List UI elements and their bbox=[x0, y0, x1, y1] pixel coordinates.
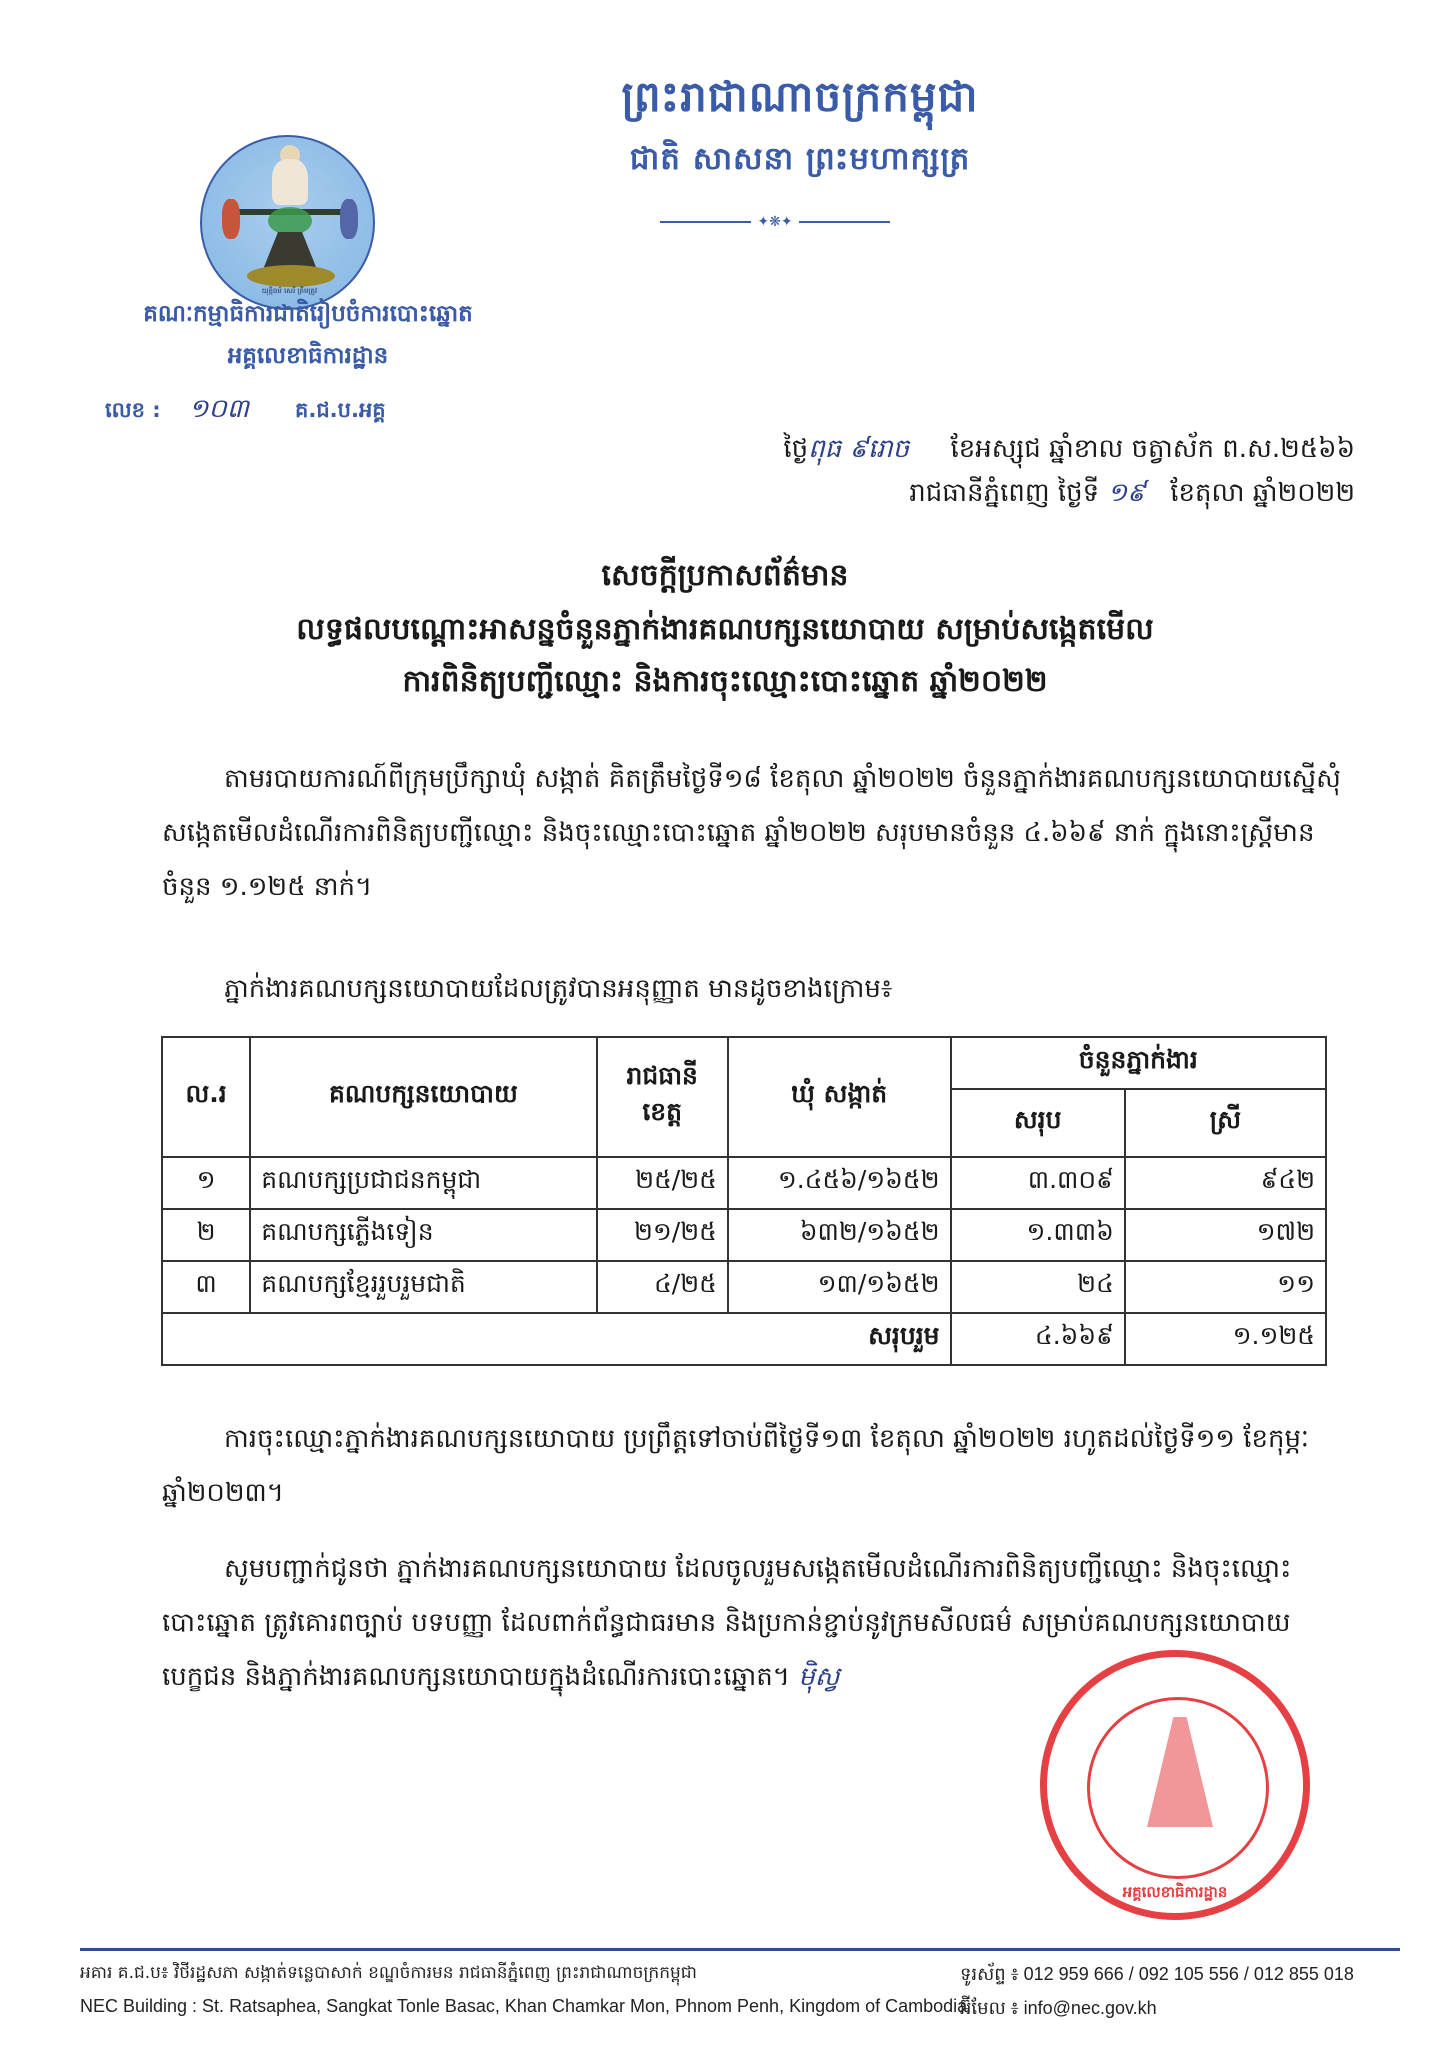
agents-table bbox=[161, 1036, 1327, 1366]
cell-no: ៣ bbox=[162, 1261, 250, 1313]
logo-turtle bbox=[247, 265, 335, 287]
footer-address-kh: អគារ គ.ជ.ប៖ វិថីរដ្ឋសភា សង្កាត់ទន្លេបាសាក់ ខណ្ឌចំការមន រាជធានីភ្នំពេញ ព្រះរាជាណាចក្រកម្ពុជា bbox=[80, 1963, 697, 1983]
cell-commune: ៦៣២/១៦៥២ bbox=[728, 1209, 951, 1261]
ref-label: លេខ : bbox=[105, 398, 161, 422]
document-subtitle-1: លទ្ធផលបណ្តោះអាសន្នចំនួនភ្នាក់ងារគណបក្សនយោបាយ សម្រាប់សង្កេតមើល bbox=[296, 612, 1154, 647]
table-row bbox=[162, 1209, 1326, 1261]
table-row bbox=[162, 1157, 1326, 1209]
cell-commune: ១៣/១៦៥២ bbox=[728, 1261, 951, 1313]
solar-day-handwritten: ១៩ bbox=[1107, 478, 1146, 508]
cell-party: គណបក្សភ្លើងទៀន bbox=[250, 1209, 596, 1261]
logo-ring-text: យុត្តិធម៌ សេរី ត្រឹមត្រូវ bbox=[261, 287, 318, 295]
cell-female: ១១ bbox=[1125, 1261, 1326, 1313]
solar-date bbox=[555, 476, 1355, 514]
header-capital-province: រាជធានី ខេត្ត bbox=[597, 1037, 728, 1157]
footer-phone bbox=[960, 1962, 1354, 1989]
ref-number: ១០៣ bbox=[188, 394, 250, 424]
ornament-icon: ✦❋✦ bbox=[757, 214, 793, 230]
footer-address-en: NEC Building : St. Ratsaphea, Sangkat Tonle Basac, Khan Chamkar Mon, Phnom Penh, Kingdom of Cambodia bbox=[80, 1996, 968, 2016]
reference-number-row bbox=[105, 392, 386, 430]
email-label: អ៊ីមែល ៖ bbox=[960, 1998, 1019, 2018]
table-row bbox=[162, 1261, 1326, 1313]
cell-female: ១៧២ bbox=[1125, 1209, 1326, 1261]
ornament-divider bbox=[660, 215, 890, 229]
cell-no: ២ bbox=[162, 1209, 250, 1261]
cell-capital: ២១/២៥ bbox=[597, 1209, 728, 1261]
header-agents: ចំនួនភ្នាក់ងារ bbox=[951, 1037, 1326, 1089]
header-no: ល.រ bbox=[162, 1037, 250, 1157]
solar-prefix: រាជធានីភ្នំពេញ ថ្ងៃទី bbox=[909, 478, 1100, 508]
footer-email bbox=[960, 1996, 1157, 2023]
org-name: គណៈកម្មាធិការជាតិរៀបចំការបោះឆ្នោត bbox=[143, 301, 473, 327]
ornament-line-left bbox=[660, 221, 751, 223]
logo-figure-left bbox=[222, 199, 240, 239]
cell-commune: ១.៤៥៦/១៦៥២ bbox=[728, 1157, 951, 1209]
header-female: ស្រី bbox=[1125, 1089, 1326, 1157]
cell-total: ៣.៣០៩ bbox=[951, 1157, 1125, 1209]
solar-rest: ខែតុលា ឆ្នាំ២០២២ bbox=[1170, 478, 1355, 508]
nec-logo bbox=[200, 135, 375, 310]
cell-total: ២៤ bbox=[951, 1261, 1125, 1313]
footer-divider bbox=[80, 1948, 1400, 1951]
cell-female: ៩៤២ bbox=[1125, 1157, 1326, 1209]
ref-suffix: គ.ជ.ប.អគ្គ bbox=[295, 398, 386, 422]
national-motto: ជាតិ សាសនា ព្រះមហាក្សត្រ bbox=[629, 141, 971, 177]
kingdom-title: ព្រះរាជាណាចក្រកម្ពុជា bbox=[621, 72, 979, 121]
cell-capital: ២៥/២៥ bbox=[597, 1157, 728, 1209]
lunar-rest: ខែអស្សុជ ឆ្នាំខាល ចត្វាស័ក ព.ស.២៥៦៦ bbox=[950, 434, 1355, 464]
logo-cloth bbox=[268, 207, 312, 235]
table-total-row bbox=[162, 1313, 1326, 1365]
header-total: សរុប bbox=[951, 1089, 1125, 1157]
logo-figure-right bbox=[340, 199, 358, 239]
stamp-ring-text: អគ្គលេខាធិការដ្ឋាន bbox=[1122, 1883, 1228, 1901]
ornament-line-right bbox=[799, 221, 890, 223]
document-title: សេចក្តីប្រកាសព័ត៌មាន bbox=[601, 558, 849, 593]
lunar-date bbox=[555, 432, 1355, 470]
cell-sum-total: ៤.៦៦៩ bbox=[951, 1313, 1125, 1365]
compliance-text: សូមបញ្ជាក់ជូនថា ភ្នាក់ងារគណបក្សនយោបាយ ដែលចូលរួមសង្កេតមើលដំណើរការពិនិត្យបញ្ជីឈ្មោះ និងចុះឈ្មោះបោះឆ្នោត ត្រូវគោរពច្បាប់ បទបញ្ញា ដែលពាក់ព័ន្ធជាធរមាន និងប្រកាន់ខ្ជាប់នូវក្រមសីលធម៌ សម្រាប់គណបក្សនយោបាយ បេក្ខជន និងភ្នាក់ងារគណបក្សនយោបាយក្នុងដំណើរការបោះឆ្នោត។ bbox=[162, 1554, 1292, 1692]
header-commune: ឃុំ សង្កាត់ bbox=[728, 1037, 951, 1157]
email-address[interactable]: info@nec.gov.kh bbox=[1023, 1998, 1157, 2018]
header-party: គណបក្សនយោបាយ bbox=[250, 1037, 596, 1157]
logo-central-figure bbox=[272, 159, 308, 205]
cell-capital: ៤/២៥ bbox=[597, 1261, 728, 1313]
cell-sum-female: ១.១២៥ bbox=[1125, 1313, 1326, 1365]
official-stamp bbox=[1040, 1650, 1310, 1920]
cell-party: គណបក្សខ្មែររួបរួមជាតិ bbox=[250, 1261, 596, 1313]
org-subdivision: អគ្គលេខាធិការដ្ឋាន bbox=[227, 343, 389, 369]
cell-party: គណបក្សប្រជាជនកម្ពុជា bbox=[250, 1157, 596, 1209]
paragraph-summary: តាមរបាយការណ៍ពីក្រុមប្រឹក្សាឃុំ សង្កាត់ គិតត្រឹមថ្ងៃទី១៨ ខែតុលា ឆ្នាំ២០២២ ចំនួនភ្នាក់ងារគណបក្សនយោបាយស្នើសុំសង្កេតមើលដំណើរការពិនិត្យបញ្ជីឈ្មោះ និងចុះឈ្មោះបោះឆ្នោត ឆ្នាំ២០២២ សរុបមានចំនួន ៤.៦៦៩ នាក់ ក្នុងនោះស្ត្រីមានចំនួន ១.១២៥ នាក់។ bbox=[162, 764, 1341, 902]
document-subtitle-2: ការពិនិត្យបញ្ជីឈ្មោះ និងការចុះឈ្មោះបោះឆ្នោត ឆ្នាំ២០២២ bbox=[402, 664, 1048, 699]
lunar-prefix: ថ្ងៃ bbox=[783, 434, 809, 464]
paragraph-registration-period: ការចុះឈ្មោះភ្នាក់ងារគណបក្សនយោបាយ ប្រព្រឹត្តទៅចាប់ពីថ្ងៃទី១៣ ខែតុលា ឆ្នាំ២០២២ រហូតដល់ថ្ងៃទី១១ ខែកុម្ភៈ ឆ្នាំ២០២៣។ bbox=[162, 1424, 1309, 1508]
paragraph-table-intro: ភ្នាក់ងារគណបក្សនយោបាយដែលត្រូវបានអនុញ្ញាត មានដូចខាងក្រោម៖ bbox=[224, 974, 893, 1004]
cell-total: ១.៣៣៦ bbox=[951, 1209, 1125, 1261]
lunar-handwritten: ពុធ ៩រោច bbox=[808, 434, 910, 464]
initials-signature: ម៉ិស្វ bbox=[798, 1662, 840, 1692]
phone-numbers: 012 959 666 / 092 105 556 / 012 855 018 bbox=[1023, 1964, 1354, 1984]
cell-sum-label: សរុបរួម bbox=[162, 1313, 951, 1365]
phone-label: ទូរស័ព្ទ ៖ bbox=[960, 1964, 1019, 1984]
table-header-row bbox=[162, 1037, 1326, 1089]
cell-no: ១ bbox=[162, 1157, 250, 1209]
